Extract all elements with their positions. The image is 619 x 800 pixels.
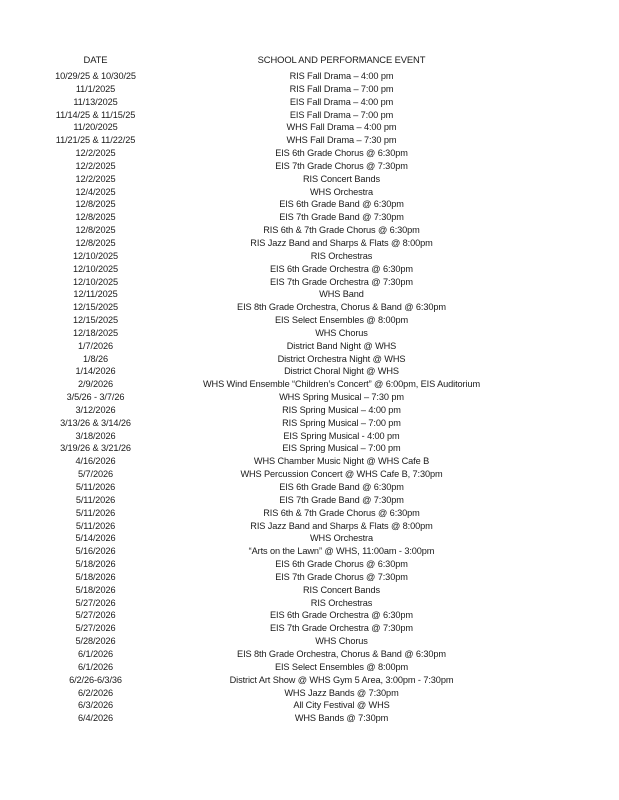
row-event: EIS 6th Grade Orchestra @ 6:30pm <box>270 263 413 274</box>
row-event: WHS Band <box>319 289 364 300</box>
row-date: 4/16/2026 <box>75 456 116 467</box>
row-date: 12/15/2025 <box>73 302 118 313</box>
date-column-header: DATE <box>83 54 108 65</box>
table-row <box>45 314 537 327</box>
row-date: 5/27/2026 <box>75 610 116 621</box>
row-event: EIS 7th Grade Orchestra @ 7:30pm <box>270 276 413 287</box>
row-event: WHS Wind Ensemble “Children’s Concert” @ 6:00pm, EIS Auditorium <box>202 379 481 390</box>
row-event: RIS Orchestras <box>310 250 373 261</box>
row-event: EIS 6th Grade Orchestra @ 6:30pm <box>270 610 413 621</box>
row-event: RIS 6th & 7th Grade Chorus @ 6:30pm <box>263 507 420 518</box>
row-event: EIS 7th Grade Band @ 7:30pm <box>279 494 404 505</box>
table-row <box>45 674 537 687</box>
table-row <box>45 198 537 211</box>
row-date: 3/5/26 - 3/7/26 <box>66 392 125 403</box>
row-date: 3/13/26 & 3/14/26 <box>60 417 131 428</box>
row-event: WHS Fall Drama – 7:30 pm <box>286 135 397 146</box>
row-event: EIS Fall Drama – 4:00 pm <box>289 96 394 107</box>
table-row <box>45 597 537 610</box>
row-event: All City Festival @ WHS <box>293 700 390 711</box>
row-date: 12/8/2025 <box>75 199 116 210</box>
table-row <box>45 353 537 366</box>
row-date: 12/10/2025 <box>73 263 118 274</box>
row-date: 5/18/2026 <box>75 571 116 582</box>
table-row <box>45 481 537 494</box>
row-event: RIS Concert Bands <box>303 584 380 595</box>
row-date: 1/7/2026 <box>78 340 113 351</box>
table-row <box>45 147 537 160</box>
row-date: 1/14/2026 <box>75 366 116 377</box>
table-row <box>45 340 537 353</box>
row-date: 12/18/2025 <box>73 327 118 338</box>
row-date: 5/11/2026 <box>75 507 116 518</box>
row-event: District Choral Night @ WHS <box>284 366 399 377</box>
row-event: WHS Chorus <box>315 636 368 647</box>
row-date: 5/27/2026 <box>75 623 116 634</box>
table-row <box>45 699 537 712</box>
row-date: 11/20/2025 <box>73 122 118 133</box>
table-row <box>45 288 537 301</box>
table-row <box>45 520 537 533</box>
row-date: 3/18/2026 <box>75 430 116 441</box>
table-row <box>45 327 537 340</box>
table-row <box>45 276 537 289</box>
table-row <box>45 365 537 378</box>
table-row <box>45 250 537 263</box>
table-row <box>45 661 537 674</box>
table-row <box>45 378 537 391</box>
table-row <box>45 507 537 520</box>
row-event: EIS 7th Grade Orchestra @ 7:30pm <box>270 623 413 634</box>
row-date: 12/8/2025 <box>75 212 116 223</box>
row-date: 6/2/26-6/3/36 <box>69 674 122 685</box>
row-date: 6/1/2026 <box>78 648 113 659</box>
row-event: EIS Select Ensembles @ 8:00pm <box>274 661 409 672</box>
row-date: 5/11/2026 <box>75 494 116 505</box>
table-row <box>45 134 537 147</box>
row-event: EIS 6th Grade Chorus @ 6:30pm <box>275 148 408 159</box>
row-date: 11/21/25 & 11/22/25 <box>55 135 136 146</box>
schedule-body <box>45 70 537 725</box>
table-row <box>45 160 537 173</box>
schedule-table <box>45 54 537 725</box>
row-event: EIS 6th Grade Band @ 6:30pm <box>279 482 404 492</box>
table-row <box>45 635 537 648</box>
table-row <box>45 109 537 122</box>
row-event: WHS Chamber Music Night @ WHS Cafe B <box>253 456 430 467</box>
row-date: 12/8/2025 <box>75 225 116 236</box>
row-event: EIS Fall Drama – 7:00 pm <box>289 109 394 120</box>
table-row <box>45 584 537 597</box>
table-row <box>45 173 537 186</box>
table-row <box>45 455 537 468</box>
table-row <box>45 96 537 109</box>
row-date: 10/29/25 & 10/30/25 <box>55 71 136 81</box>
row-event: WHS Fall Drama – 4:00 pm <box>286 122 397 133</box>
row-date: 5/14/2026 <box>75 533 116 544</box>
row-event: EIS 8th Grade Orchestra, Chorus & Band @ 6:30pm <box>237 302 446 313</box>
row-date: 12/2/2025 <box>75 173 116 184</box>
row-date: 12/2/2025 <box>75 160 116 171</box>
table-row <box>45 545 537 558</box>
row-event: EIS 7th Grade Chorus @ 7:30pm <box>275 160 408 171</box>
row-date: 11/14/25 & 11/15/25 <box>55 109 136 120</box>
row-date: 12/8/2025 <box>75 237 116 248</box>
row-event: RIS Fall Drama – 4:00 pm <box>289 71 394 81</box>
row-date: 6/3/2026 <box>78 700 113 711</box>
row-date: 12/10/2025 <box>73 250 118 261</box>
row-event: District Art Show @ WHS Gym 5 Area, 3:00pm - 7:30pm <box>229 674 454 685</box>
row-event: RIS Spring Musical – 7:00 pm <box>282 417 401 428</box>
row-date: 5/16/2026 <box>75 546 116 557</box>
row-event: EIS Select Ensembles @ 8:00pm <box>274 315 409 326</box>
table-row <box>45 532 537 545</box>
table-row <box>45 442 537 455</box>
row-event: EIS Spring Musical – 7:00 pm <box>282 443 401 454</box>
row-event: RIS Jazz Band and Sharps & Flats @ 8:00pm <box>250 237 433 248</box>
row-event: EIS 6th Grade Band @ 6:30pm <box>279 199 404 210</box>
row-event: WHS Orchestra <box>309 533 374 544</box>
row-event: WHS Bands @ 7:30pm <box>294 713 389 724</box>
row-event: RIS Orchestras <box>310 597 373 608</box>
table-row <box>45 211 537 224</box>
row-date: 12/4/2025 <box>75 186 116 197</box>
row-date: 5/18/2026 <box>75 559 116 570</box>
row-event: RIS Fall Drama – 7:00 pm <box>289 83 394 94</box>
table-row <box>45 301 537 314</box>
row-date: 12/11/2025 <box>73 289 118 300</box>
row-event: District Band Night @ WHS <box>286 340 397 351</box>
table-row <box>45 70 537 83</box>
row-event: RIS Spring Musical – 4:00 pm <box>282 404 401 415</box>
row-date: 2/9/2026 <box>78 379 113 390</box>
row-date: 3/19/26 & 3/21/26 <box>60 443 131 454</box>
table-row <box>45 391 537 404</box>
row-date: 5/28/2026 <box>75 636 116 647</box>
table-row <box>45 417 537 430</box>
table-row <box>45 404 537 417</box>
row-date: 6/1/2026 <box>78 661 113 672</box>
table-row <box>45 468 537 481</box>
row-event: RIS 6th & 7th Grade Chorus @ 6:30pm <box>263 225 420 236</box>
table-row <box>45 558 537 571</box>
table-row <box>45 186 537 199</box>
row-date: 1/8/26 <box>83 353 108 364</box>
table-row <box>45 712 537 725</box>
row-date: 5/11/2026 <box>75 482 116 492</box>
row-event: EIS 6th Grade Chorus @ 6:30pm <box>275 559 408 570</box>
row-date: 5/11/2026 <box>75 520 116 531</box>
row-date: 12/15/2025 <box>73 315 118 326</box>
row-event: “Arts on the Lawn” @ WHS, 11:00am - 3:00pm <box>248 546 435 557</box>
row-event: EIS 7th Grade Band @ 7:30pm <box>279 212 404 223</box>
table-row <box>45 648 537 661</box>
row-event: RIS Jazz Band and Sharps & Flats @ 8:00pm <box>250 520 433 531</box>
table-row <box>45 494 537 507</box>
table-row <box>45 237 537 250</box>
row-event: EIS 8th Grade Orchestra, Chorus & Band @ 6:30pm <box>237 648 446 659</box>
row-date: 11/1/2025 <box>75 83 116 94</box>
table-row <box>45 224 537 237</box>
row-event: WHS Chorus <box>315 327 368 338</box>
row-event: EIS 7th Grade Chorus @ 7:30pm <box>275 571 408 582</box>
row-event: WHS Orchestra <box>309 186 374 197</box>
row-date: 5/27/2026 <box>75 597 116 608</box>
row-date: 6/4/2026 <box>78 713 113 724</box>
row-date: 12/10/2025 <box>73 276 118 287</box>
row-event: WHS Percussion Concert @ WHS Cafe B, 7:30pm <box>240 469 443 480</box>
table-row <box>45 121 537 134</box>
table-row <box>45 609 537 622</box>
row-date: 12/2/2025 <box>75 148 116 159</box>
row-event: RIS Concert Bands <box>303 173 380 184</box>
table-row <box>45 263 537 276</box>
row-date: 6/2/2026 <box>78 687 113 698</box>
row-date: 5/7/2026 <box>78 469 113 480</box>
table-row <box>45 571 537 584</box>
table-row <box>45 83 537 96</box>
table-row <box>45 622 537 635</box>
row-date: 3/12/2026 <box>75 404 116 415</box>
event-column-header: SCHOOL AND PERFORMANCE EVENT <box>257 54 426 65</box>
row-date: 11/13/2025 <box>73 96 118 107</box>
row-event: WHS Jazz Bands @ 7:30pm <box>284 687 399 698</box>
row-event: EIS Spring Musical - 4:00 pm <box>283 430 400 441</box>
header-row <box>45 54 537 70</box>
table-row <box>45 430 537 443</box>
row-date: 5/18/2026 <box>75 584 116 595</box>
row-event: District Orchestra Night @ WHS <box>277 353 406 364</box>
row-event: WHS Spring Musical – 7:30 pm <box>279 392 404 403</box>
table-row <box>45 687 537 700</box>
